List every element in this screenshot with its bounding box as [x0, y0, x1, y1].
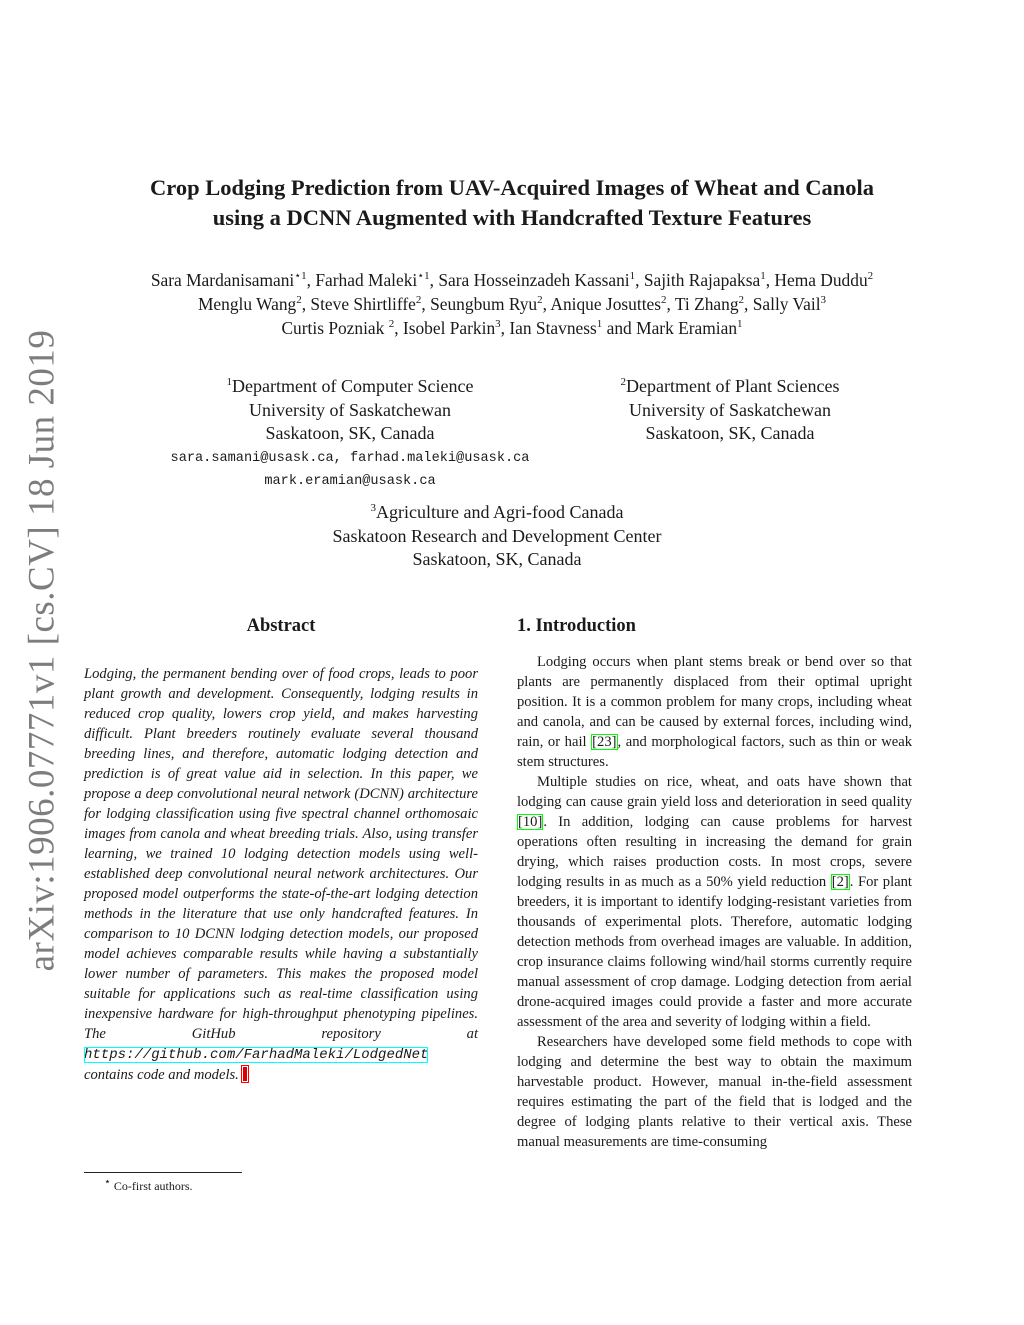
author-separator: ,	[301, 294, 311, 314]
footnote-marker: ⋆	[104, 1176, 111, 1188]
affiliation-city: Saskatoon, SK, Canada	[412, 549, 582, 569]
author-affiliation-mark: ⋆1	[294, 270, 307, 283]
citation-link[interactable]: [2]	[831, 874, 849, 890]
affiliation-mark: 3	[370, 502, 377, 514]
title-line-2: using a DCNN Augmented with Handcrafted Texture Features	[212, 205, 812, 230]
email-block	[120, 447, 580, 493]
affiliation-university: University of Saskatchewan	[249, 399, 451, 420]
author-name: Sara Mardanisamani	[150, 270, 295, 290]
author-name: Hema Duddu	[774, 270, 868, 290]
intro-text: Lodging occurs when plant stems break or bend over so that plants are permanently displaced from their optimal upright position. It is a common problem for many crops, including wheat and canola, and can be caused by external forces, including wind, rain, or hail	[517, 654, 912, 750]
author-affiliation-mark: 1	[629, 270, 636, 283]
author-affiliation-mark: 1	[596, 318, 603, 331]
author-affiliation-mark: 2	[738, 294, 745, 307]
author-name: Isobel Parkin	[402, 318, 496, 338]
author-affiliation-mark: ⋆1	[417, 270, 430, 283]
affiliation-city: Saskatoon, SK, Canada	[265, 423, 435, 443]
paper-title	[80, 173, 944, 233]
affiliation-2	[560, 375, 900, 446]
intro-paragraph-2	[517, 772, 912, 1032]
author-separator: ,	[635, 270, 644, 290]
citation-link[interactable]: [23]	[592, 734, 617, 750]
footnote-text: Co-first authors.	[113, 1179, 193, 1193]
affiliation-university: University of Saskatchewan	[629, 399, 831, 420]
email-line-2: mark.eramian@usask.ca	[264, 474, 436, 489]
author-name: Ti Zhang	[674, 294, 739, 314]
author-affiliation-mark: 2	[388, 318, 395, 331]
author-affiliation-mark: 2	[296, 294, 302, 307]
author-separator: ,	[500, 318, 510, 338]
author-name: Sajith Rajapaksa	[643, 270, 761, 290]
author-affiliation-mark: 2	[867, 270, 874, 283]
introduction-heading: 1. Introduction	[517, 616, 636, 636]
intro-text: . For plant breeders, it is important to identify lodging-resistant varieties from thousands of experimental plots. Therefore, automatic lodging detection methods from overhead images are valuable. In addition, crop insurance claims following wind/hail storms currently require manual assessment of crop damage. Lodging detection from aerial drone-acquired images could provide a faster and more accurate assessment of the area and severity of lodging within a field.	[517, 874, 912, 1030]
author-affiliation-mark: 2	[661, 294, 667, 307]
author-separator: ,	[765, 270, 775, 290]
arxiv-identifier	[14, 329, 70, 971]
author-affiliation-mark: 1	[760, 270, 766, 283]
intro-text: Multiple studies on rice, wheat, and oats have shown that lodging can cause grain yield loss and deterioration in seed quality	[517, 774, 912, 810]
authors-line-3	[60, 316, 964, 340]
intro-paragraph-3: Researchers have developed some field methods to cope with lodging and determine the best way to obtain the maximum harvestable product. However, manual in-the-field assessment requires estimating the part of the field that is lodged and the degree of lodging plants relative to their vertical axis. These manual measurements are time-consuming	[517, 1034, 912, 1150]
affiliation-department: Department of Plant Sciences	[626, 376, 840, 396]
author-separator: ,	[542, 294, 551, 314]
author-affiliation-mark: 2	[415, 294, 422, 307]
intro-text: , and morphological factors, such as thin or weak stem structures.	[517, 734, 912, 770]
author-name: Farhad Maleki	[315, 270, 418, 290]
affiliation-mark: 2	[620, 376, 627, 388]
author-name: Steve Shirtliffe	[310, 294, 416, 314]
abstract-body	[84, 664, 478, 1085]
author-name: Sara Hosseinzadeh Kassani	[438, 270, 630, 290]
author-list	[60, 268, 964, 340]
affiliation-department: Agriculture and Agri-food Canada	[376, 502, 624, 522]
author-separator: ,	[394, 318, 403, 338]
abstract-paragraph: Lodging, the permanent bending over of food crops, leads to poor plant growth and development. Consequently, lodging results in reduced crop quality, lowers crop yield, and makes harvesting difficult. Plant breeders routinely evaluate several thousand breeding lines, and therefore, automatic lodging detection and prediction is of great value aid in selection. In this paper, we propose a deep convolutional neural network (DCNN) architecture for lodging classification using five spectral channel orthomosaic images from canola and wheat breeding trials. Also, using transfer learning, we trained 10 lodging detection models using well-established deep convolutional neural network architectures. Our proposed model outperforms the state-of-the-art lodging detection methods in the literature that use only handcrafted features. In comparison to 10 DCNN lodging detection models, our proposed model achieves comparable results while having a substantially lower number of parameters. This makes the proposed model suitable for applications such as real-time classification using inexpensive hardware for high-throughput phenotyping pipelines. The GitHub repository at	[84, 666, 478, 1042]
author-name: Anique Josuttes	[550, 294, 662, 314]
author-separator: ,	[666, 294, 675, 314]
affiliation-mark: 1	[226, 376, 233, 388]
abstract-tail: contains code and models.	[84, 1067, 239, 1083]
author-name: Ian Stavness	[509, 318, 597, 338]
affiliation-city: Saskatoon, SK, Canada	[645, 423, 815, 443]
author-separator: ,	[421, 294, 431, 314]
affiliation-3	[297, 501, 697, 572]
author-separator: ,	[429, 270, 439, 290]
affiliation-university: Saskatoon Research and Development Center	[332, 525, 662, 546]
footnote	[84, 1178, 193, 1194]
intro-paragraph-1	[517, 652, 912, 772]
author-affiliation-mark: 3	[495, 318, 501, 331]
affiliation-1	[180, 375, 520, 446]
authors-line-1	[60, 268, 964, 292]
author-name: Sally Vail	[752, 294, 821, 314]
github-repository-link[interactable]: https://github.com/FarhadMaleki/LodgedNet	[84, 1047, 429, 1063]
author-separator: ,	[306, 270, 316, 290]
arxiv-stamp-text: arXiv:1906.07771v1 [cs.CV] 18 Jun 2019	[21, 329, 63, 971]
authors-line-2	[60, 292, 964, 316]
email-line-1: sara.samani@usask.ca, farhad.maleki@usask.ca	[170, 451, 530, 466]
author-name: Seungbum Ryu	[430, 294, 538, 314]
author-affiliation-mark: 3	[820, 294, 827, 307]
citation-link[interactable]: [10]	[518, 814, 543, 830]
title-line-1: Crop Lodging Prediction from UAV-Acquired Images of Wheat and Canola	[149, 175, 874, 200]
author-separator: and	[602, 318, 637, 338]
author-separator: ,	[744, 294, 753, 314]
annotation-marker	[243, 1067, 247, 1081]
author-name: Mark Eramian	[636, 318, 738, 338]
author-affiliation-mark: 1	[737, 318, 743, 331]
affiliation-department: Department of Computer Science	[232, 376, 474, 396]
author-name: Curtis Pozniak	[281, 318, 389, 338]
abstract-heading: Abstract	[246, 616, 316, 636]
introduction-body	[517, 652, 912, 1152]
intro-text: . In addition, lodging can cause problems for harvest operations often resulting in increasing the demand for grain drying, which raises production costs. In most crops, severe lodging results in as much as a 50% yield reduction	[517, 814, 912, 890]
author-name: Menglu Wang	[197, 294, 297, 314]
footnote-divider	[84, 1172, 242, 1173]
author-affiliation-mark: 2	[537, 294, 543, 307]
